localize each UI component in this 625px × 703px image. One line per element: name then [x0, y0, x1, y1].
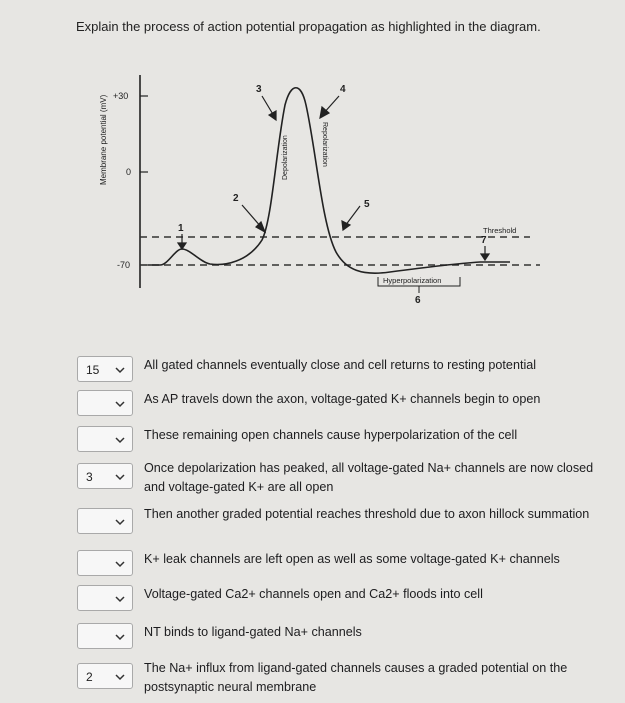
action-potential-trace: [148, 88, 510, 273]
chevron-down-icon: [115, 560, 125, 568]
ordering-row-7: [0, 585, 625, 625]
order-select-6[interactable]: [77, 550, 133, 576]
answer-text-2: As AP travels down the axon, voltage-gated K+ channels begin to open: [144, 392, 541, 406]
tick-label-plus30: +30: [113, 91, 129, 101]
order-select-2[interactable]: [77, 390, 133, 416]
order-select-5[interactable]: [77, 508, 133, 534]
threshold-label: Threshold: [483, 226, 517, 235]
answer-text-3: These remaining open channels cause hyperpolarization of the cell: [144, 428, 518, 442]
step-number-1: 1: [178, 223, 184, 234]
arrow-4: [320, 96, 339, 118]
step-number-5: 5: [364, 199, 370, 210]
answer-text-7: Voltage-gated Ca2+ channels open and Ca2+ floods into cell: [144, 587, 483, 601]
order-select-value: 3: [86, 470, 93, 484]
ordering-row-2: [0, 390, 625, 430]
order-select-7[interactable]: [77, 585, 133, 611]
y-axis-label: Membrane potential (mV): [99, 94, 108, 185]
repolarization-label: Repolarization: [321, 122, 328, 167]
chevron-down-icon: [115, 400, 125, 408]
ordering-row-6: [0, 550, 625, 590]
action-potential-diagram: [0, 0, 625, 320]
answer-text-8: NT binds to ligand-gated Na+ channels: [144, 625, 362, 639]
order-select-4[interactable]: [77, 463, 133, 489]
arrow-2: [242, 205, 265, 232]
question-text: Explain the process of action potential propagation as highlighted in the diagram.: [76, 19, 541, 34]
step-number-7: 7: [481, 235, 487, 246]
step-number-3: 3: [256, 84, 262, 95]
tick-label-zero: 0: [126, 167, 132, 177]
order-select-3[interactable]: [77, 426, 133, 452]
chevron-down-icon: [115, 595, 125, 603]
tick-label-minus70: -70: [117, 260, 131, 270]
order-select-value: 15: [86, 363, 100, 377]
chevron-down-icon: [115, 473, 125, 481]
chevron-down-icon: [115, 518, 125, 526]
answer-text-1: All gated channels eventually close and cell returns to resting potential: [144, 358, 537, 372]
ordering-row-9: [0, 663, 625, 703]
order-select-8[interactable]: [77, 623, 133, 649]
arrow-5: [342, 206, 360, 230]
answer-text-9: The Na+ influx from ligand-gated channels causes a graded potential on the postsynaptic neural membrane: [144, 661, 568, 694]
chevron-down-icon: [115, 673, 125, 681]
ordering-row-8: [0, 623, 625, 663]
ordering-row-5: [0, 508, 625, 548]
answer-text-5: Then another graded potential reaches threshold due to axon hillock summation: [144, 507, 590, 521]
chevron-down-icon: [115, 633, 125, 641]
step-number-4: 4: [340, 84, 346, 95]
step-number-2: 2: [233, 193, 239, 204]
order-select-9[interactable]: [77, 663, 133, 689]
chevron-down-icon: [115, 366, 125, 374]
answer-text-4: Once depolarization has peaked, all voltage-gated Na+ channels are now closed and voltage-gated K+ are all open: [144, 461, 594, 494]
step-number-6: 6: [415, 295, 421, 306]
depolarization-label: Depolarization: [282, 135, 289, 180]
answer-text-6: K+ leak channels are left open as well as some voltage-gated K+ channels: [144, 552, 560, 566]
order-select-value: 2: [86, 670, 93, 684]
chevron-down-icon: [115, 436, 125, 444]
hyperpolarization-label: Hyperpolarization: [383, 276, 442, 285]
ordering-row-4: [0, 463, 625, 503]
order-select-1[interactable]: [77, 356, 133, 382]
arrow-3: [262, 96, 276, 120]
arrow-7: [481, 246, 489, 260]
